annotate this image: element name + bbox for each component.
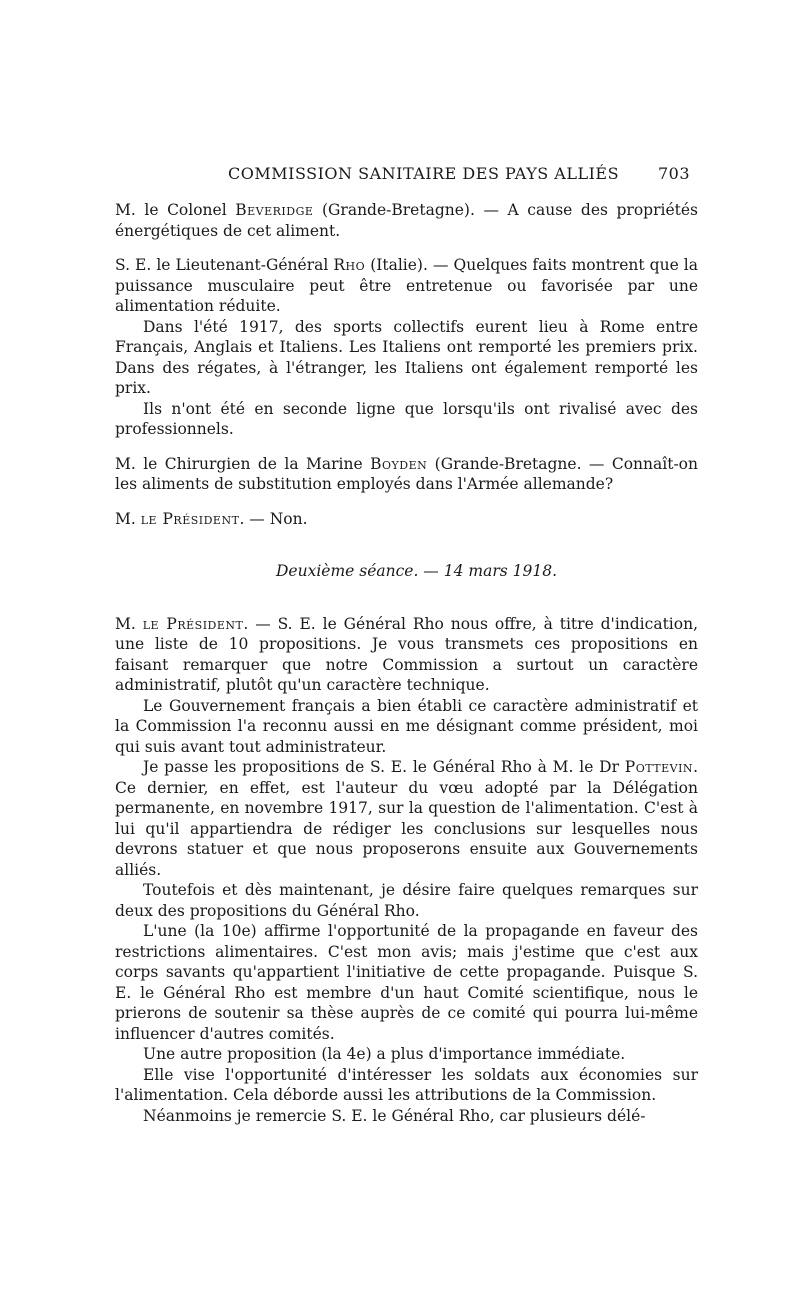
speaker-title: M. le Chirurgien de la Marine (115, 454, 371, 473)
paragraph: Néanmoins je remercie S. E. le Général Rho, car plusieurs délé- (143, 1106, 646, 1125)
paragraph (115, 509, 698, 530)
paragraph: Le Gouvernement français a bien établi ce caractère administratif et la Commission l'a reconnu aussi en me désignant comme président, moi qui suis avant tout administrateur. (115, 696, 698, 756)
paragraph: Ils n'ont été en seconde ligne que lorsqu'ils ont rivalisé avec des professionnels. (115, 399, 698, 438)
paragraph-text: Je passe les propositions de S. E. le Général Rho à M. le Dr (143, 758, 625, 776)
paragraph-gap (115, 495, 698, 509)
body-text (115, 200, 698, 1126)
section-gap (115, 582, 698, 614)
speaker-name: Beveridge (235, 201, 314, 219)
paragraph (115, 757, 698, 880)
paragraph-gap (115, 440, 698, 454)
paragraph-text: (Grande-Bretagne). — A cause des propriétés énergétiques de cet aliment. (115, 201, 698, 240)
session-title: Deuxième séance. — 14 mars 1918. (276, 562, 557, 580)
section-gap (115, 529, 698, 561)
paragraph (115, 454, 698, 495)
paragraph: Dans l'été 1917, des sports collectifs eurent lieu à Rome entre Français, Anglais et Italiens. Les Italiens ont remporté les premiers prix. Dans des régates, à l'étranger, les Italiens ont également remporté les prix. (115, 317, 698, 397)
paragraph: Une autre proposition (la 4e) a plus d'importance immédiate. (143, 1045, 626, 1063)
paragraph-text: (Italie). — Quelques faits montrent que la puissance musculaire peut être entretenue ou favorisée par une alimentation réduite. (115, 256, 698, 315)
page-header (190, 164, 690, 188)
paragraph-text: . — S. E. le Général Rho nous offre, à titre d'indication, une liste de 10 propositions. Je vous transmets ces propositions en faisant remarquer que notre Commission a surtout un caractère administratif, plutôt qu'un caractère technique. (115, 614, 698, 694)
speaker-title: M. (115, 509, 141, 528)
paragraph (115, 200, 698, 241)
paragraph (115, 614, 698, 696)
paragraph-text: (Grande-Bretagne. — Connaît-on les aliments de substitution employés dans l'Armée allemande? (115, 454, 698, 493)
paragraph: Elle vise l'opportunité d'intéresser les soldats aux économies sur l'alimentation. Cela déborde aussi les attributions de la Commission. (115, 1065, 698, 1104)
speaker-title: S. E. le Lieutenant-Général (115, 256, 334, 274)
paragraph (115, 255, 698, 317)
speaker-name: le Président (142, 614, 244, 633)
speaker-name: le Président (140, 509, 240, 528)
page-number: 703 (657, 164, 690, 183)
speaker-title: M. le Colonel (115, 201, 236, 219)
paragraph: Toutefois et dès maintenant, je désire faire quelques remarques sur deux des propositions du Général Rho. (115, 881, 698, 920)
person-name: Pottevin (624, 758, 694, 776)
paragraph-text: . Ce dernier, en effet, est l'auteur du vœu adopté par la Délégation permanente, en novembre 1917, sur la question de l'alimentation. C'est à lui qu'il appartiendra de rédiger les conclusions sur lesquelles nous devrons statuer et que nous proposerons ensuite aux Gouvernements alliés. (115, 758, 698, 879)
paragraph-gap (115, 241, 698, 255)
speaker-name: Rho (333, 256, 366, 274)
running-title: COMMISSION SANITAIRE DES PAYS ALLIÉS (228, 164, 620, 183)
paragraph: L'une (la 10e) affirme l'opportunité de la propagande en faveur des restrictions alimentaires. C'est mon avis; mais j'estime que c'est aux corps savants qu'appartient l'initiative de cette propagande. Puisque S. E. le Général Rho est membre d'un haut Comité scientifique, nous le prierons de soutenir sa thèse auprès de ce comité qui pourra lui-même influencer d'autres comités. (115, 922, 698, 1043)
speaker-title: M. (115, 614, 143, 633)
speaker-name: Boyden (370, 454, 428, 473)
paragraph-text: . — Non. (239, 509, 308, 528)
